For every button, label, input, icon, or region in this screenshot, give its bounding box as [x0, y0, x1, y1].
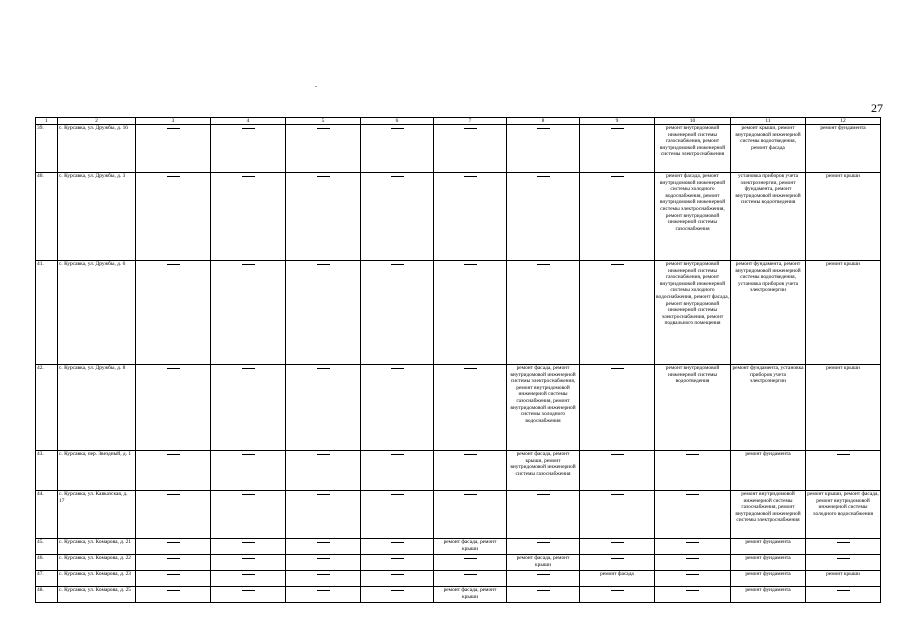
work-type-cell: ремонт фундамента	[731, 451, 806, 491]
work-type-cell: ремонт крыши	[806, 365, 881, 451]
row-number: 44.	[36, 491, 58, 539]
dash-mark	[167, 542, 180, 543]
empty-cell	[286, 261, 361, 365]
row-number: 39.	[36, 125, 58, 173]
dash-mark	[242, 494, 255, 495]
empty-cell	[286, 173, 361, 261]
column-header: 12	[806, 118, 881, 125]
dash-mark	[837, 454, 850, 455]
empty-cell	[286, 451, 361, 491]
empty-cell	[580, 173, 655, 261]
dash-mark	[317, 454, 330, 455]
dash-mark	[686, 494, 699, 495]
empty-cell	[806, 555, 881, 571]
work-type-cell: ремонт крыши, ремонт внутридомовой инженерной системы водоотведения, ремонт фасада	[731, 125, 806, 173]
dash-mark	[391, 128, 404, 129]
dash-mark	[317, 558, 330, 559]
column-header: 11	[731, 118, 806, 125]
dash-mark	[167, 574, 180, 575]
dash-mark	[242, 542, 255, 543]
dash-mark	[242, 128, 255, 129]
dash-mark	[464, 128, 477, 129]
empty-cell	[806, 587, 881, 603]
empty-cell	[434, 491, 507, 539]
dash-mark	[537, 542, 550, 543]
empty-cell	[211, 555, 286, 571]
dash-mark	[317, 264, 330, 265]
empty-cell	[507, 173, 580, 261]
dash-mark	[537, 128, 550, 129]
empty-cell	[136, 173, 211, 261]
empty-cell	[361, 587, 434, 603]
row-number: 41.	[36, 261, 58, 365]
empty-cell	[211, 539, 286, 555]
dash-mark	[317, 128, 330, 129]
column-header: 10	[655, 118, 731, 125]
dash-mark	[686, 590, 699, 591]
row-number: 48.	[36, 587, 58, 603]
dash-mark	[317, 368, 330, 369]
empty-cell	[507, 539, 580, 555]
row-number: 40.	[36, 173, 58, 261]
empty-cell	[211, 587, 286, 603]
dash-mark	[611, 128, 624, 129]
address-cell: с. Курсавка, ул. Комарова, д. 21	[58, 539, 136, 555]
dash-mark	[317, 494, 330, 495]
empty-cell	[434, 555, 507, 571]
column-header: 5	[286, 118, 361, 125]
dash-mark	[242, 176, 255, 177]
empty-cell	[507, 587, 580, 603]
empty-cell	[286, 491, 361, 539]
dash-mark	[464, 558, 477, 559]
dash-mark	[611, 264, 624, 265]
dash-mark	[537, 494, 550, 495]
row-number: 45.	[36, 539, 58, 555]
empty-cell	[361, 261, 434, 365]
dash-mark	[537, 590, 550, 591]
page-number: 27	[871, 101, 883, 115]
empty-cell	[136, 587, 211, 603]
empty-cell	[136, 555, 211, 571]
column-header: 4	[211, 118, 286, 125]
dash-mark	[464, 574, 477, 575]
dash-mark	[317, 542, 330, 543]
dash-mark	[391, 574, 404, 575]
work-type-cell: ремонт фасада, ремонт внутридомовой инженерной системы холодного водоснабжения, ремонт внутридомовой инженерной системы электроснабжения, ремонт внутридомовой инженерной системы газоснабжения	[655, 173, 731, 261]
dash-mark	[837, 590, 850, 591]
table-row	[36, 571, 881, 587]
work-type-cell: ремонт крыши	[806, 571, 881, 587]
dash-mark	[837, 558, 850, 559]
address-cell: с. Курсавка, пер. Звездный, д. 1	[58, 451, 136, 491]
dash-mark	[611, 542, 624, 543]
dash-mark	[611, 494, 624, 495]
empty-cell	[806, 451, 881, 491]
work-type-cell: ремонт фасада, ремонт крыши	[507, 555, 580, 571]
empty-cell	[434, 451, 507, 491]
dash-mark	[242, 454, 255, 455]
column-header: 6	[361, 118, 434, 125]
empty-cell	[286, 539, 361, 555]
dash-mark	[537, 574, 550, 575]
table-row	[36, 491, 881, 539]
empty-cell	[361, 539, 434, 555]
dash-mark	[391, 590, 404, 591]
column-header: 3	[136, 118, 211, 125]
empty-cell	[434, 261, 507, 365]
empty-cell	[434, 365, 507, 451]
dash-mark	[167, 590, 180, 591]
dash-mark	[242, 368, 255, 369]
column-header: 1	[36, 118, 58, 125]
empty-cell	[655, 451, 731, 491]
dash-mark	[167, 454, 180, 455]
dash-mark	[837, 542, 850, 543]
dash-mark	[242, 574, 255, 575]
column-header: 8	[507, 118, 580, 125]
empty-cell	[507, 125, 580, 173]
dash-mark	[317, 176, 330, 177]
empty-cell	[580, 587, 655, 603]
dash-mark	[391, 264, 404, 265]
work-type-cell: ремонт фундамента	[731, 587, 806, 603]
dash-mark	[611, 368, 624, 369]
empty-cell	[361, 571, 434, 587]
empty-cell	[655, 587, 731, 603]
row-number: 42.	[36, 365, 58, 451]
empty-cell	[580, 491, 655, 539]
empty-cell	[136, 261, 211, 365]
empty-cell	[361, 173, 434, 261]
empty-cell	[655, 555, 731, 571]
dash-mark	[167, 176, 180, 177]
table-row	[36, 539, 881, 555]
table-row	[36, 451, 881, 491]
dash-mark	[686, 454, 699, 455]
work-type-cell: ремонт крыши	[806, 261, 881, 365]
empty-cell	[580, 555, 655, 571]
column-header: 7	[434, 118, 507, 125]
empty-cell	[361, 451, 434, 491]
empty-cell	[136, 571, 211, 587]
work-type-cell: ремонт фасада, ремонт крыши	[434, 587, 507, 603]
dash-mark	[464, 494, 477, 495]
row-number: 46.	[36, 555, 58, 571]
address-cell: с. Курсавка, ул. Кавказская, д. 17	[58, 491, 136, 539]
empty-cell	[361, 555, 434, 571]
repair-schedule-table	[35, 117, 881, 603]
work-type-cell: ремонт фундамента, ремонт внутридомовой инженерной системы водоотведения, установка приборов учета электроэнергии	[731, 261, 806, 365]
empty-cell	[361, 365, 434, 451]
empty-cell	[136, 365, 211, 451]
dash-mark	[464, 368, 477, 369]
work-type-cell: ремонт фундамента	[731, 555, 806, 571]
work-type-cell: установка приборов учета электроэнергии, ремонт фундамента, ремонт внутридомовой инженерной системы водоотведения	[731, 173, 806, 261]
work-type-cell: ремонт внутридомовой инженерной системы газоснабжения, ремонт внутридомовой инженерной системы холодного водоснабжения, ремонт фасада, ремонт внутридомовой инженерной системы электроснабжения, ремонт подвального помещения	[655, 261, 731, 365]
dash-mark	[391, 454, 404, 455]
work-type-cell: ремонт фасада, ремонт крыши, ремонт внутридомовой инженерной системы газоснабжения	[507, 451, 580, 491]
empty-cell	[507, 491, 580, 539]
dash-mark	[391, 176, 404, 177]
empty-cell	[507, 261, 580, 365]
stray-mark: -	[315, 84, 317, 90]
empty-cell	[655, 539, 731, 555]
empty-cell	[580, 365, 655, 451]
address-cell: с. Курсавка, ул. Дружбы, д. 6	[58, 261, 136, 365]
dash-mark	[537, 176, 550, 177]
column-header: 9	[580, 118, 655, 125]
address-cell: с. Курсавка, ул. Дружбы, д. 3	[58, 173, 136, 261]
dash-mark	[686, 558, 699, 559]
table-row	[36, 125, 881, 173]
dash-mark	[464, 176, 477, 177]
empty-cell	[434, 571, 507, 587]
work-type-cell: ремонт внутридомовой инженерной системы водоотведения	[655, 365, 731, 451]
empty-cell	[361, 491, 434, 539]
header-row	[36, 118, 881, 125]
dash-mark	[686, 574, 699, 575]
address-cell: с. Курсавка, ул. Комарова, д. 25	[58, 587, 136, 603]
work-type-cell: ремонт фундамента	[731, 539, 806, 555]
dash-mark	[611, 454, 624, 455]
empty-cell	[211, 451, 286, 491]
empty-cell	[286, 365, 361, 451]
empty-cell	[434, 173, 507, 261]
empty-cell	[211, 491, 286, 539]
dash-mark	[686, 542, 699, 543]
dash-mark	[167, 494, 180, 495]
dash-mark	[537, 264, 550, 265]
dash-mark	[167, 558, 180, 559]
column-header: 2	[58, 118, 136, 125]
dash-mark	[391, 368, 404, 369]
empty-cell	[286, 571, 361, 587]
address-cell: с. Курсавка, ул. Комарова, д. 23	[58, 571, 136, 587]
work-type-cell: ремонт фундамента	[806, 125, 881, 173]
work-type-cell: ремонт фасада, ремонт крыши	[434, 539, 507, 555]
dash-mark	[611, 558, 624, 559]
empty-cell	[434, 125, 507, 173]
address-cell: с. Курсавка, ул. Комарова, д. 22	[58, 555, 136, 571]
empty-cell	[211, 571, 286, 587]
empty-cell	[580, 539, 655, 555]
work-type-cell: ремонт внутридомовой инженерной системы газоснабжения, ремонт внутридомовой инженерной системы электроснабжения	[731, 491, 806, 539]
empty-cell	[655, 571, 731, 587]
dash-mark	[317, 590, 330, 591]
address-cell: с. Курсавка, ул. Дружбы, д. 8	[58, 365, 136, 451]
dash-mark	[242, 558, 255, 559]
work-type-cell: ремонт фундамента	[731, 571, 806, 587]
empty-cell	[655, 491, 731, 539]
empty-cell	[286, 125, 361, 173]
empty-cell	[580, 125, 655, 173]
empty-cell	[211, 173, 286, 261]
empty-cell	[806, 539, 881, 555]
work-type-cell: ремонт фасада	[580, 571, 655, 587]
empty-cell	[286, 587, 361, 603]
empty-cell	[580, 451, 655, 491]
work-type-cell: ремонт внутридомовой инженерной системы газоснабжения, ремонт внутридомовой инженерной системы электроснабжения	[655, 125, 731, 173]
work-type-cell: ремонт крыши, ремонт фасада, ремонт внутридомовой инженерной системы холодного водоснабжения	[806, 491, 881, 539]
address-cell: с. Курсавка, ул. Дружбы, д. 16	[58, 125, 136, 173]
empty-cell	[361, 125, 434, 173]
empty-cell	[211, 261, 286, 365]
dash-mark	[317, 574, 330, 575]
empty-cell	[286, 555, 361, 571]
empty-cell	[507, 571, 580, 587]
dash-mark	[464, 454, 477, 455]
work-type-cell: ремонт крыши	[806, 173, 881, 261]
dash-mark	[391, 542, 404, 543]
table-row	[36, 365, 881, 451]
dash-mark	[167, 128, 180, 129]
work-type-cell: ремонт фасада, ремонт внутридомовой инженерной системы электроснабжения, ремонт внутридомовой инженерной системы газоснабжения, ремонт внутридомовой инженерной системы холодного водоснабжения	[507, 365, 580, 451]
empty-cell	[136, 451, 211, 491]
table-row	[36, 555, 881, 571]
dash-mark	[167, 264, 180, 265]
dash-mark	[464, 264, 477, 265]
row-number: 47.	[36, 571, 58, 587]
dash-mark	[242, 264, 255, 265]
row-number: 43.	[36, 451, 58, 491]
empty-cell	[136, 539, 211, 555]
empty-cell	[580, 261, 655, 365]
dash-mark	[611, 176, 624, 177]
empty-cell	[211, 365, 286, 451]
table-row	[36, 587, 881, 603]
dash-mark	[167, 368, 180, 369]
table-row	[36, 173, 881, 261]
empty-cell	[136, 125, 211, 173]
dash-mark	[611, 590, 624, 591]
empty-cell	[136, 491, 211, 539]
table-row	[36, 261, 881, 365]
dash-mark	[391, 494, 404, 495]
empty-cell	[211, 125, 286, 173]
dash-mark	[242, 590, 255, 591]
work-type-cell: ремонт фундамента, установка приборов учета электроэнергии	[731, 365, 806, 451]
dash-mark	[391, 558, 404, 559]
